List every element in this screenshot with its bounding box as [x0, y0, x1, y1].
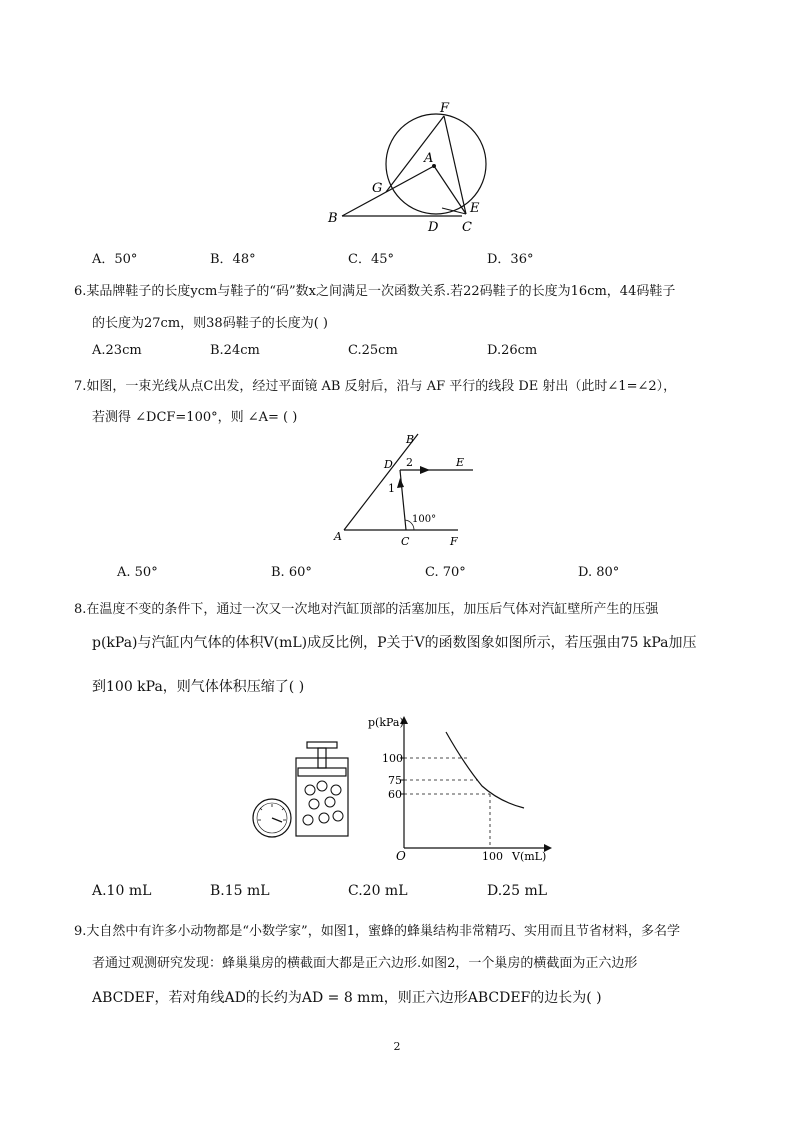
q8-line2: p(kPa)与汽缸内气体的体积V(mL)成反比例，P关于V的函数图象如图所示，若压强由75 kPa加压: [92, 635, 697, 651]
y-tick-60: 60: [388, 788, 402, 801]
label-A: A: [424, 151, 434, 166]
q6-line2: 的长度为27cm，则38码鞋子的长度为( ): [92, 316, 328, 331]
page-number: 2: [393, 1040, 401, 1053]
label-E: E: [470, 201, 480, 216]
q7-line1: 7.如图，一束光线从点C出发，经过平面镜 AB 反射后，沿与 AF 平行的线段 DE 射出（此时∠1=∠2），: [74, 379, 677, 394]
label-A: A: [334, 530, 342, 543]
pressure-volume-graph: [360, 712, 560, 872]
label-E: E: [456, 456, 465, 469]
label-100-degree: 100°: [412, 514, 437, 525]
q5-option-b: B．48°: [210, 252, 256, 267]
q6-line1: 6.某品牌鞋子的长度ycm与鞋子的“码”数x之间满足一次函数关系.若22码鞋子的长度为16cm，44码鞋子: [74, 284, 676, 299]
label-G: G: [372, 181, 383, 196]
q5-option-d: D．36°: [487, 252, 534, 267]
q7-option-b: B. 60°: [271, 565, 312, 580]
y-axis-label: p(kPa): [368, 716, 404, 729]
q8-line3: 到100 kPa，则气体体积压缩了( ): [92, 679, 305, 695]
label-B: B: [328, 211, 338, 226]
inverse-proportion-curve: [446, 732, 524, 808]
q7-option-c: C. 70°: [425, 565, 466, 580]
label-B: B: [406, 433, 415, 446]
y-tick-75: 75: [388, 774, 402, 787]
y-tick-100: 100: [382, 752, 403, 765]
label-F: F: [440, 101, 450, 116]
q8-option-d: D.25 mL: [487, 883, 548, 899]
label-1: 1: [388, 482, 395, 495]
label-D: D: [428, 220, 439, 235]
q5-option-a: A．50°: [92, 252, 138, 267]
label-D: D: [384, 458, 393, 471]
q6-option-c: C.25cm: [348, 343, 398, 358]
circle-triangle-figure: [320, 96, 500, 236]
x-tick-100: 100: [482, 850, 503, 863]
q9-line2: 者通过观测研究发现：蜂巢巢房的横截面大都是正六边形.如图2，一个巢房的横截面为正六边形: [92, 956, 638, 971]
q7-line2: 若测得 ∠DCF=100°，则 ∠A= ( ): [92, 410, 298, 425]
q8-option-a: A.10 mL: [92, 883, 152, 899]
q8-line1: 8.在温度不变的条件下，通过一次又一次地对汽缸顶部的活塞加压，加压后气体对汽缸壁所产生的压强: [74, 602, 659, 617]
label-C: C: [401, 535, 410, 548]
q9-line1: 9.大自然中有许多小动物都是“小数学家”，如图1，蜜蜂的蜂巢结构非常精巧、实用而且节省材料，多名学: [74, 924, 680, 939]
q6-option-d: D.26cm: [487, 343, 538, 358]
cylinder-gauge-illustration: [250, 738, 360, 838]
q6-option-a: A.23cm: [92, 343, 142, 358]
q7-option-d: D. 80°: [578, 565, 620, 580]
mirror-reflection-figure: [328, 430, 478, 550]
label-F: F: [450, 535, 458, 548]
q7-option-a: A. 50°: [117, 565, 158, 580]
q5-option-c: C．45°: [348, 252, 394, 267]
q8-option-b: B.15 mL: [210, 883, 270, 899]
q9-line3: ABCDEF，若对角线AD的长约为AD = 8 mm，则正六边形ABCDEF的边长为( ): [92, 990, 602, 1006]
label-C: C: [462, 220, 472, 235]
q6-option-b: B.24cm: [210, 343, 260, 358]
q8-option-c: C.20 mL: [348, 883, 408, 899]
label-2: 2: [406, 456, 413, 469]
origin-label: O: [396, 849, 406, 863]
x-axis-label: V(mL): [512, 850, 547, 863]
